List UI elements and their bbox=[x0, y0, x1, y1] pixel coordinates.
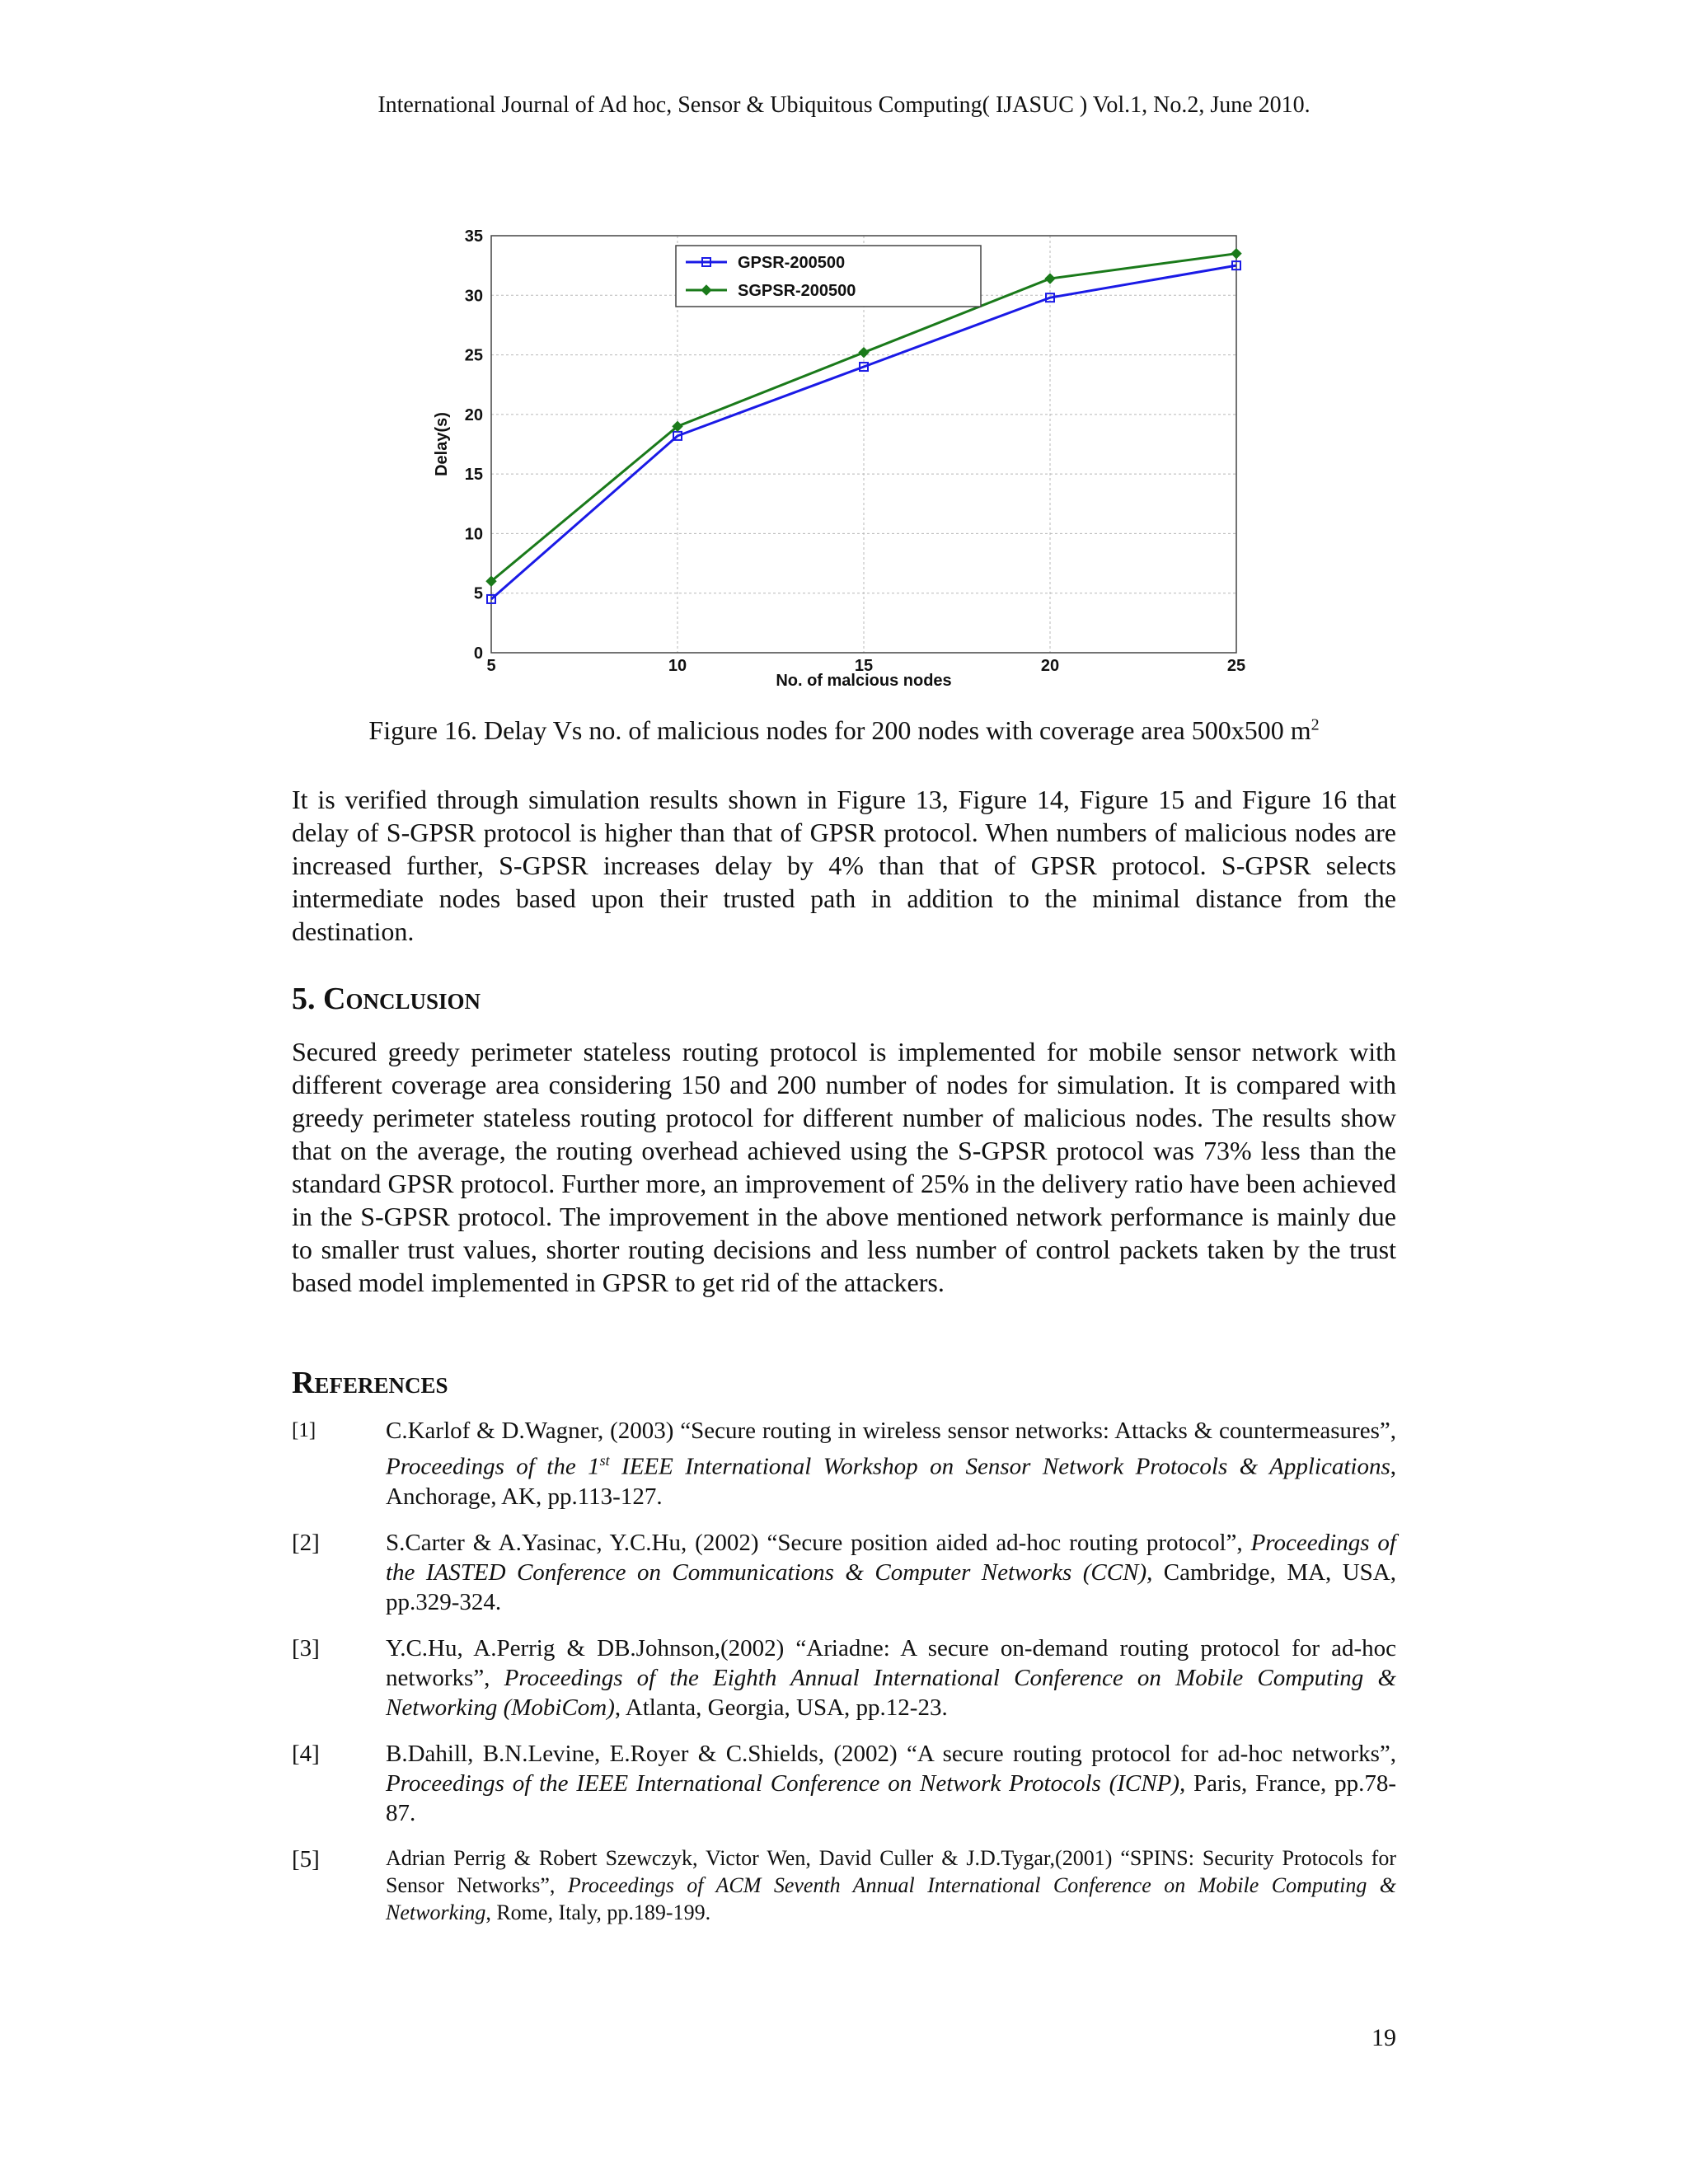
y-tick-label: 30 bbox=[464, 287, 483, 306]
y-axis-label: Delay(s) bbox=[433, 412, 451, 476]
conclusion-paragraph: Secured greedy perimeter stateless routing protocol is implemented for mobile sensor network with different coverage area considering 150 and 200 number of nodes for simulation. It is compared with greedy perimeter stateless routing protocol for different number of malicious nodes. The results show that on the average, the routing overhead achieved using the S-GPSR protocol was 73% less than the standard GPSR protocol. Further more, an improvement of 25% in the delivery ratio have been achieved in the S-GPSR protocol. The improvement in the above mentioned network performance is mainly due to smaller trust values, shorter routing decisions and less number of control packets taken by the trust based model implemented in GPSR to get rid of the attackers. bbox=[292, 1037, 1396, 1297]
references-heading: References bbox=[292, 1366, 448, 1400]
page-number: 19 bbox=[1372, 2024, 1396, 2051]
reference-number: [1] bbox=[292, 1419, 316, 1441]
reference-text: S.Carter & A.Yasinac, Y.C.Hu, (2002) “Secure position aided ad-hoc routing protocol”, Proceedings of the IASTED Conference on Communications & Computer Networks (CCN), Cambridge, MA, USA, pp.329-324. bbox=[386, 1529, 1396, 1615]
x-tick-label: 5 bbox=[486, 657, 496, 675]
reference-item bbox=[292, 1528, 1396, 1617]
results-paragraph: It is verified through simulation results shown in Figure 13, Figure 14, Figure 15 and Figure 16 that delay of S-GPSR protocol is higher than that of GPSR protocol. When numbers of malicious nodes are increased further, S-GPSR increases delay by 4% than that of GPSR protocol. S-GPSR selects intermediate nodes based upon their trusted path in addition to the minimal distance from the destination. bbox=[292, 785, 1396, 946]
reference-number: [5] bbox=[292, 1845, 320, 1872]
reference-item bbox=[292, 1416, 1396, 1511]
reference-item bbox=[292, 1633, 1396, 1722]
reference-number: [2] bbox=[292, 1529, 320, 1556]
data-point bbox=[1045, 274, 1055, 284]
reference-text: C.Karlof & D.Wagner, (2003) “Secure routing in wireless sensor networks: Attacks & countermeasures”, Proceedings of the 1st IEEE International Workshop on Sensor Network Protocols & Applications, Anchorage, AK, pp.113-127. bbox=[386, 1418, 1396, 1510]
reference-number: [4] bbox=[292, 1740, 320, 1767]
reference-text: B.Dahill, B.N.Levine, E.Royer & C.Shields, (2002) “A secure routing protocol for ad-hoc networks”, Proceedings of the IEEE International Conference on Network Protocols (ICNP), Paris, France, pp.78-87. bbox=[386, 1740, 1396, 1826]
x-tick-label: 25 bbox=[1226, 657, 1246, 675]
conclusion-heading: 5. Conclusion bbox=[292, 982, 481, 1016]
x-tick-label: 20 bbox=[1040, 657, 1060, 675]
delay-line-chart bbox=[420, 216, 1286, 702]
figure-caption bbox=[0, 715, 1688, 746]
reference-text: Adrian Perrig & Robert Szewczyk, Victor Wen, David Culler & J.D.Tygar,(2001) “SPINS: Security Protocols for Sensor Networks”, Proceedings of ACM Seventh Annual International Conference on Mobile Computing & Networking, Rome, Italy, pp.189-199. bbox=[386, 1845, 1396, 1924]
y-tick-label: 15 bbox=[464, 466, 483, 485]
reference-number: [3] bbox=[292, 1634, 320, 1661]
running-head: International Journal of Ad hoc, Sensor & Ubiquitous Computing( IJASUC ) Vol.1, No.2, June 2010. bbox=[377, 92, 1311, 118]
x-tick-label: 15 bbox=[854, 657, 874, 675]
figure-16 bbox=[420, 216, 1286, 702]
legend-label: SGPSR-200500 bbox=[738, 282, 856, 300]
reference-item bbox=[292, 1844, 1396, 1926]
y-tick-label: 35 bbox=[464, 227, 483, 246]
y-tick-label: 0 bbox=[473, 644, 483, 663]
caption-superscript: 2 bbox=[1311, 715, 1320, 734]
x-axis-label: No. of malcious nodes bbox=[776, 672, 952, 690]
legend bbox=[676, 246, 981, 307]
y-tick-label: 25 bbox=[464, 346, 483, 365]
legend-label: GPSR-200500 bbox=[738, 254, 846, 272]
reference-item bbox=[292, 1739, 1396, 1828]
reference-text: Y.C.Hu, A.Perrig & DB.Johnson,(2002) “Ariadne: A secure on-demand routing protocol for ad-hoc networks”, Proceedings of the Eighth Annual International Conference on Mobile Computing & Networking (MobiCom), Atlanta, Georgia, USA, pp.12-23. bbox=[386, 1634, 1396, 1721]
reference-list bbox=[292, 1416, 1396, 1943]
x-tick-label: 10 bbox=[668, 657, 687, 675]
y-tick-label: 5 bbox=[473, 584, 483, 603]
y-tick-label: 10 bbox=[464, 525, 483, 544]
y-tick-label: 20 bbox=[464, 405, 483, 424]
caption-text: Figure 16. Delay Vs no. of malicious nodes for 200 nodes with coverage area 500x500 m bbox=[368, 715, 1311, 745]
data-point bbox=[859, 348, 869, 358]
data-point bbox=[1231, 249, 1241, 259]
